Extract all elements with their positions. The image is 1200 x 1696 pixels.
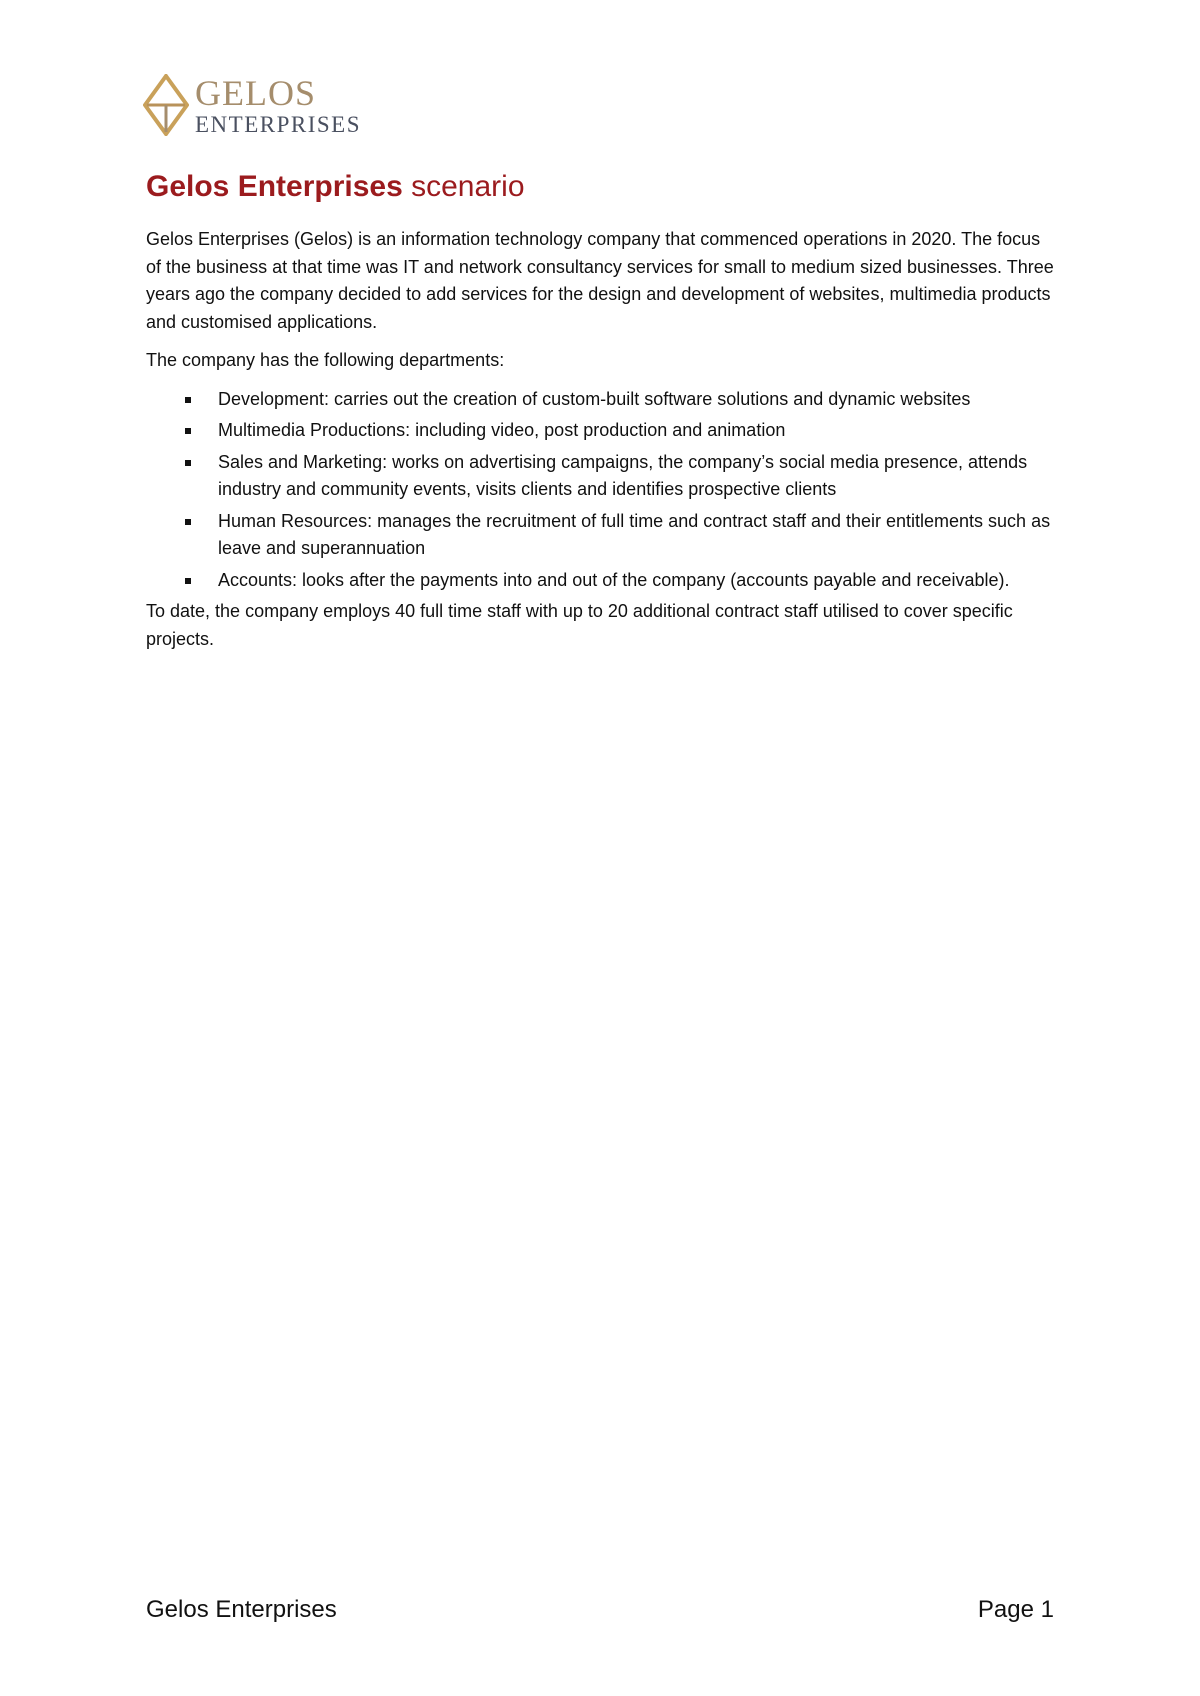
logo-line-2: ENTERPRISES <box>195 111 362 137</box>
list-item: Accounts: looks after the payments into and out of the company (accounts payable and receivable). <box>146 567 1056 595</box>
closing-paragraph: To date, the company employs 40 full time staff with up to 20 additional contract staff utilised to cover specific projects. <box>146 601 1013 649</box>
departments-list <box>146 386 1056 595</box>
list-item: Sales and Marketing: works on advertising campaigns, the company’s social media presence, attends industry and community events, visits clients and identifies prospective clients <box>146 449 1056 504</box>
list-item: Development: carries out the creation of custom-built software solutions and dynamic websites <box>146 386 1056 414</box>
title-rest: scenario <box>411 170 525 203</box>
page-number: Page 1 <box>977 1596 1054 1623</box>
page-title <box>146 170 525 204</box>
list-item: Multimedia Productions: including video, post production and animation <box>146 417 1056 445</box>
company-logo <box>143 74 361 136</box>
footer-company: Gelos Enterprises <box>146 1596 337 1623</box>
document-body <box>146 226 1056 664</box>
logo-line-1: GELOS <box>195 72 316 113</box>
page-footer <box>146 1596 1054 1624</box>
departments-lead: The company has the following departments: <box>146 350 505 370</box>
list-item: Human Resources: manages the recruitment of full time and contract staff and their entitlements such as leave and superannuation <box>146 508 1056 563</box>
intro-paragraph: Gelos Enterprises (Gelos) is an information technology company that commenced operations in 2020. The focus of the business at that time was IT and network consultancy services for small to medium sized businesses. Three years ago the company decided to add services for the design and development of websites, multimedia products and customised applications. <box>146 229 1054 332</box>
diamond-logo-icon <box>143 74 189 136</box>
title-bold: Gelos Enterprises <box>146 170 403 203</box>
